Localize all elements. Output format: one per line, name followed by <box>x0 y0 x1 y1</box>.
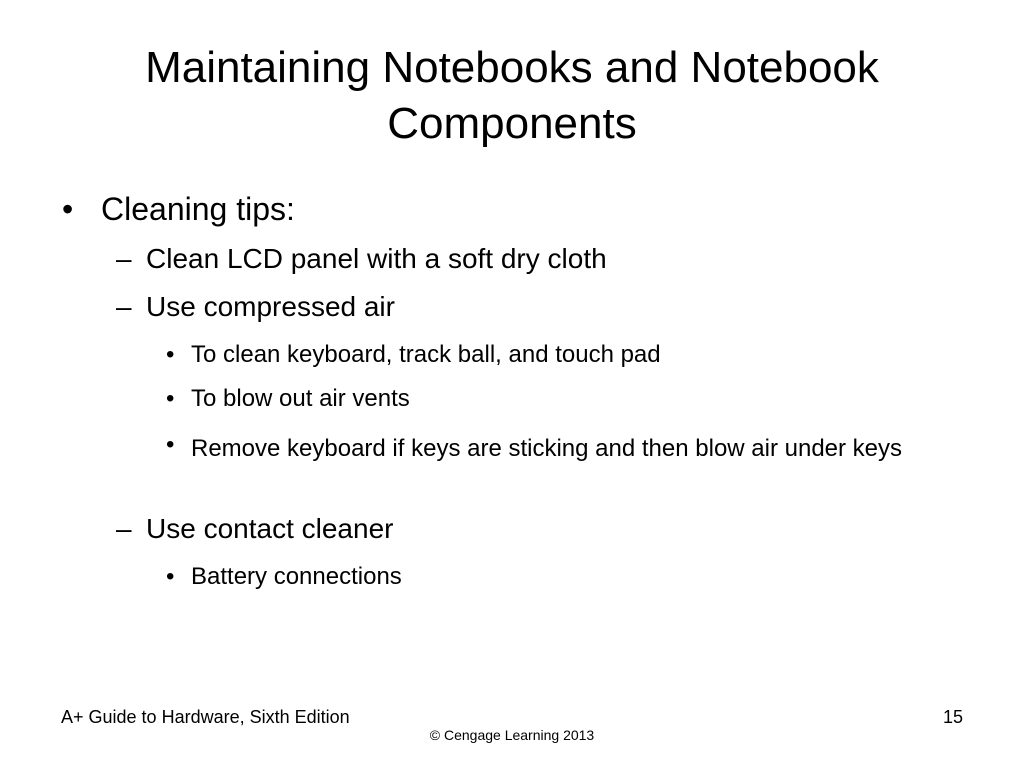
bullet-marker: • <box>166 341 175 368</box>
bullet-clean-keyboard: To clean keyboard, track ball, and touch pad <box>191 341 661 368</box>
bullet-marker: • <box>166 385 175 412</box>
bullet-marker: • <box>166 563 175 590</box>
dash-marker: – <box>116 513 132 544</box>
bullet-battery-connections: Battery connections <box>191 563 402 590</box>
bullet-remove-keyboard: Remove keyboard if keys are sticking and then blow air under keys <box>191 435 903 462</box>
bullet-air-vents: To blow out air vents <box>191 385 410 412</box>
footer-page-number: 15 <box>942 707 963 727</box>
bullet-marker: • <box>166 431 175 458</box>
bullet-clean-lcd: Clean LCD panel with a soft dry cloth <box>146 243 607 274</box>
bullet-contact-cleaner: Use contact cleaner <box>146 513 394 544</box>
bullet-compressed-air: Use compressed air <box>146 291 395 322</box>
dash-marker: – <box>116 243 132 274</box>
bullet-cleaning-tips: Cleaning tips: <box>101 191 295 227</box>
slide-title: Maintaining Notebooks and Notebook Components <box>145 43 879 148</box>
footer-book-title: A+ Guide to Hardware, Sixth Edition <box>61 707 350 727</box>
bullet-marker: • <box>62 191 74 227</box>
footer-copyright: © Cengage Learning 2013 <box>429 727 595 743</box>
dash-marker: – <box>116 291 132 322</box>
